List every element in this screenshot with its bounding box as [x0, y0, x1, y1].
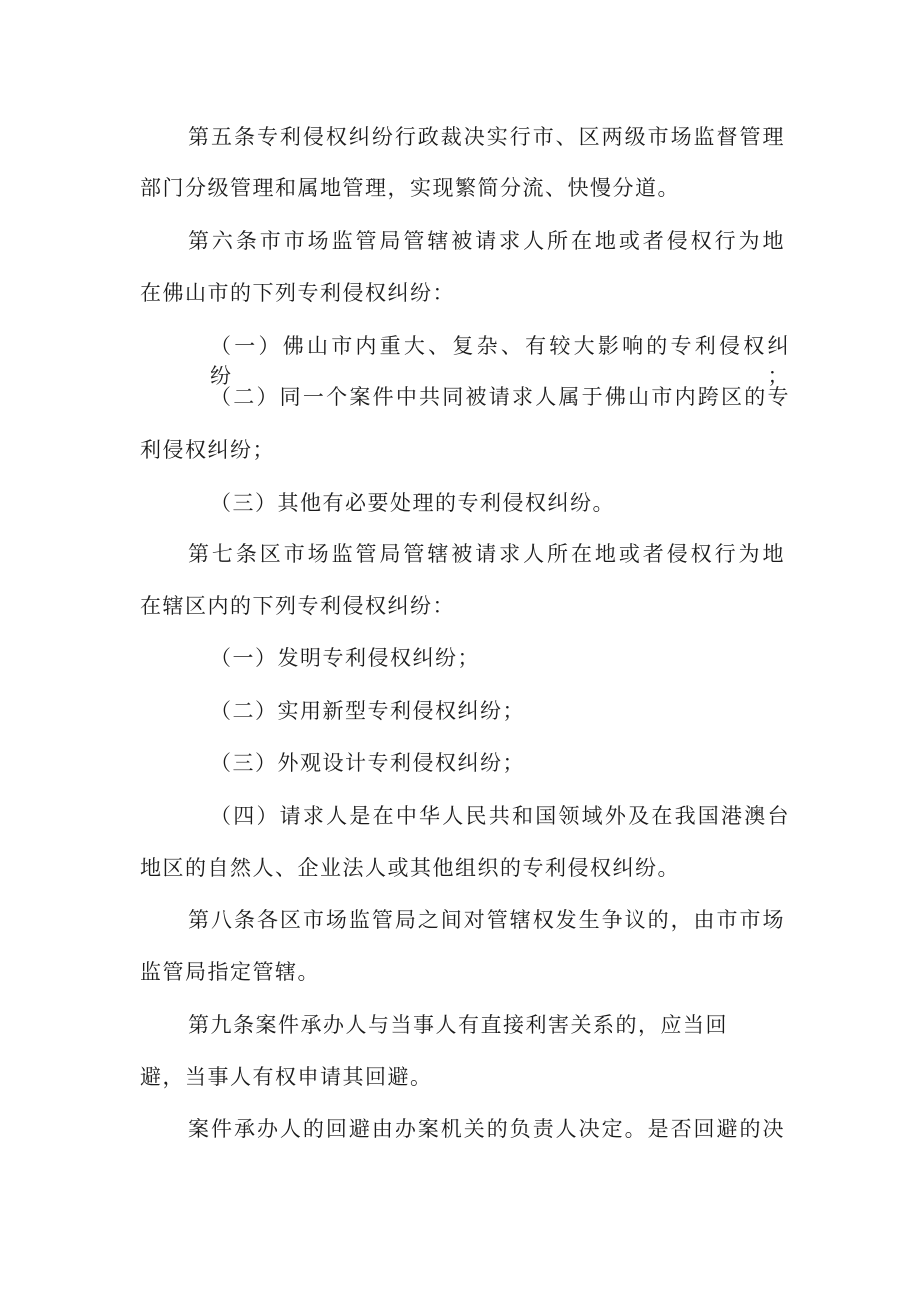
article-6-item-3: （三）其他有必要处理的专利侵权纠纷。: [210, 491, 615, 515]
article-5-line-1: 第五条专利侵权纠纷行政裁决实行市、区两级市场监督管理: [188, 125, 785, 149]
article-9-line-2: 避，当事人有权申请其回避。: [140, 1065, 433, 1089]
article-7-item-1: （一）发明专利侵权纠纷；: [210, 646, 480, 670]
article-7-item-4-line-2: 地区的自然人、企业法人或其他组织的专利侵权纠纷。: [140, 856, 680, 880]
article-7-line-2: 在辖区内的下列专利侵权纠纷：: [140, 594, 455, 618]
article-6-item-2-line-2: 利侵权纠纷；: [140, 438, 275, 462]
article-6-item-2-line-1: （二）同一个案件中共同被请求人属于佛山市内跨区的专: [210, 385, 790, 409]
article-7-item-4-line-1: （四）请求人是在中华人民共和国领域外及在我国港澳台: [210, 804, 790, 828]
article-6-item-1: （一）佛山市内重大、复杂、有较大影响的专利侵权纠纷；: [210, 334, 790, 388]
article-9-line-1: 第九条案件承办人与当事人有直接利害关系的，应当回: [188, 1013, 728, 1037]
article-7-line-1: 第七条区市场监管局管辖被请求人所在地或者侵权行为地: [188, 542, 785, 566]
article-8-line-1: 第八条各区市场监管局之间对管辖权发生争议的，由市市场: [188, 908, 785, 932]
article-6-line-2: 在佛山市的下列专利侵权纠纷：: [140, 281, 455, 305]
article-6-line-1: 第六条市市场监管局管辖被请求人所在地或者侵权行为地: [188, 229, 785, 253]
article-8-line-2: 监管局指定管辖。: [140, 960, 320, 984]
article-7-item-2: （二）实用新型专利侵权纠纷；: [210, 699, 525, 723]
article-7-item-3: （三）外观设计专利侵权纠纷；: [210, 751, 525, 775]
recusal-paragraph-line-1: 案件承办人的回避由办案机关的负责人决定。是否回避的决: [188, 1117, 785, 1141]
article-5-line-2: 部门分级管理和属地管理，实现繁简分流、快慢分道。: [140, 176, 680, 200]
